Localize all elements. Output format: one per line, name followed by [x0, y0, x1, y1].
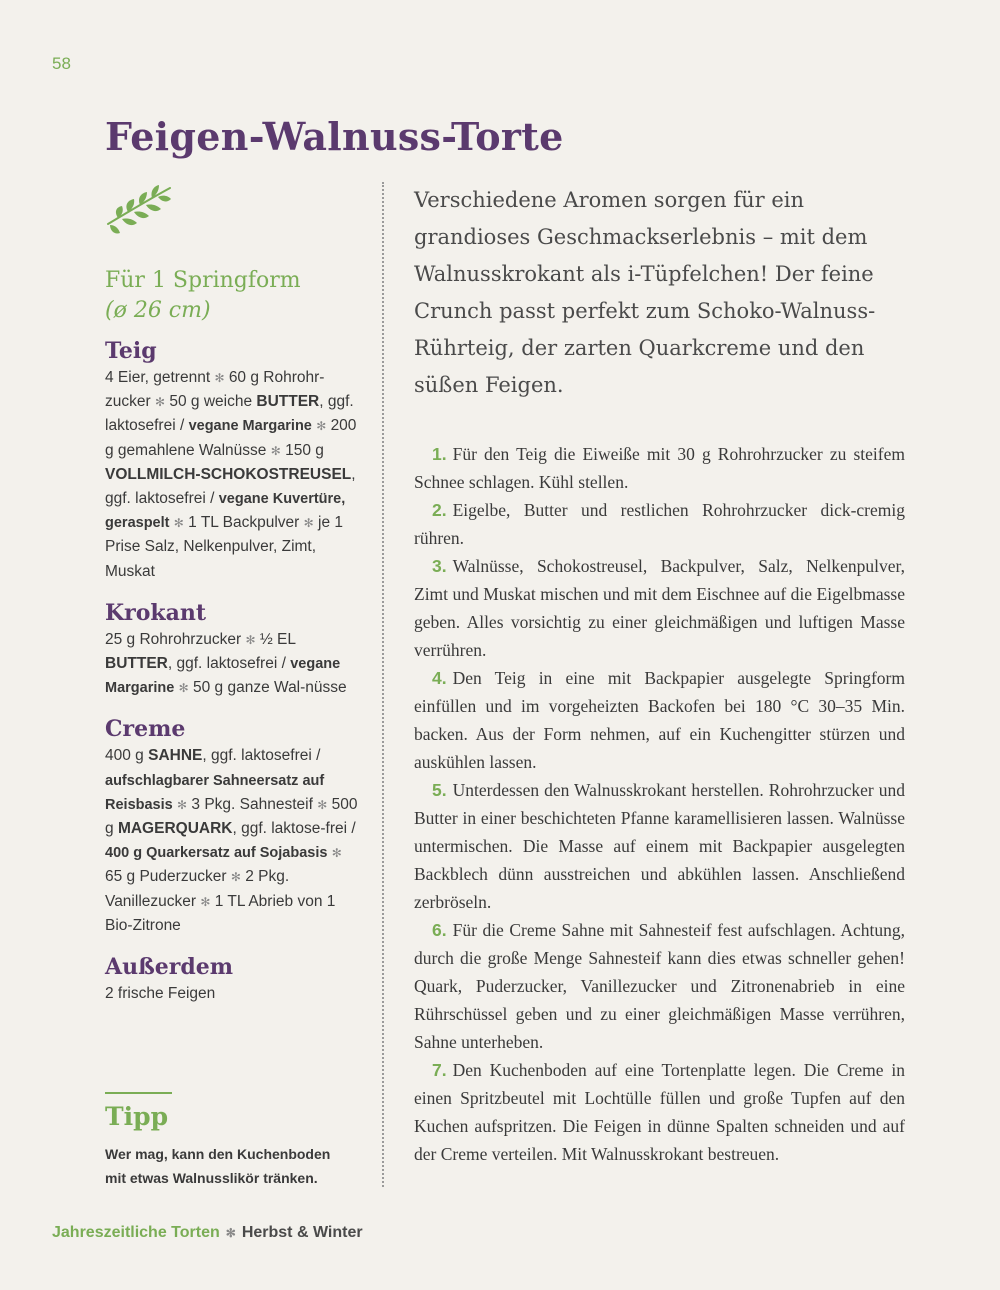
- footer-subsection: Herbst & Winter: [241, 1224, 363, 1241]
- yield-size: (ø 26 cm): [105, 298, 211, 323]
- heading-teig: Teig: [105, 338, 157, 364]
- step-number: 1.: [432, 444, 447, 464]
- tip-heading: Tipp: [105, 1102, 169, 1131]
- ingredients-ausserdem: 2 frische Feigen: [105, 985, 216, 1003]
- ingredients-teig: 4 Eier, getrennt ✻ 60 g Rohrohr-zucker ✻ 50 g weiche BUTTER, ggf. laktosefrei / vegane Margarine ✻ 200 g gemahlene Walnüsse ✻ 150 g VOLLMILCH-SCHOKOSTREUSEL, ggf. laktosefrei / vegane Kuvertüre, geraspelt ✻ 1 TL Backpulver ✻ je 1 Prise Salz, Nelkenpulver, Zimt, Muskat: [105, 369, 357, 580]
- step-number: 7.: [432, 1060, 447, 1080]
- footer-section: Jahreszeitliche Torten: [52, 1224, 220, 1241]
- asterisk-icon: ✻: [177, 797, 188, 812]
- asterisk-icon: ✻: [316, 419, 327, 434]
- column-divider: [382, 182, 384, 1187]
- asterisk-icon: ✻: [270, 443, 281, 458]
- asterisk-icon: ✻: [230, 870, 241, 885]
- heading-krokant: Krokant: [105, 599, 207, 626]
- step-1: 1. Für den Teig die Eiweiße mit 30 g Rohrohrzucker zu steifem Schnee schlagen. Kühl stellen.: [414, 444, 905, 492]
- page-number: 58: [52, 54, 71, 73]
- asterisk-icon: ✻: [178, 681, 189, 696]
- asterisk-icon: ✻: [331, 846, 342, 861]
- recipe-title: Feigen-Walnuss-Torte: [105, 114, 564, 159]
- step-number: 3.: [432, 556, 447, 576]
- leaf-sprig-icon: [104, 180, 174, 238]
- asterisk-icon: ✻: [200, 894, 211, 909]
- instructions-list: [414, 440, 905, 1168]
- step-2: 2. Eigelbe, Butter und restlichen Rohrohrzucker dick-cremig rühren.: [414, 500, 905, 548]
- ingredients-krokant: 25 g Rohrohrzucker ✻ ½ EL BUTTER, ggf. laktosefrei / vegane Margarine ✻ 50 g ganze Wal-nüsse: [105, 630, 347, 697]
- ingredients-column: [105, 266, 360, 1006]
- yield-line: Für 1 Springform: [105, 268, 301, 293]
- asterisk-icon: ✻: [154, 395, 166, 410]
- step-3: 3. Walnüsse, Schokostreusel, Backpulver, Salz, Nelkenpulver, Zimt und Muskat mischen und mit dem Eischnee auf die Eigelbmasse geben. Alles vorsichtig zu einer gleichmäßigen und luftigen Masse verrühren.: [414, 556, 905, 660]
- step-4: 4. Den Teig in eine mit Backpapier ausgelegte Springform einfüllen und im vorgeheizten Backofen bei 180 °C 30–35 Min. backen. Aus der Form nehmen, auf ein Kuchengitter stürzen und auskühlen lassen.: [414, 668, 905, 772]
- step-number: 6.: [432, 920, 447, 940]
- ingredients-creme: 400 g SAHNE, ggf. laktosefrei / aufschlagbarer Sahneersatz auf Reisbasis ✻ 3 Pkg. Sahnesteif ✻ 500 g MAGERQUARK, ggf. laktose-frei / 400 g Quarkersatz auf Sojabasis ✻ 65 g Puderzucker ✻ 2 Pkg. Vanillezucker ✻ 1 TL Abrieb von 1 Bio-Zitrone: [105, 747, 358, 934]
- asterisk-icon: ✻: [214, 371, 225, 385]
- tip-rule: [105, 1092, 172, 1094]
- step-number: 2.: [432, 500, 447, 520]
- step-5: 5. Unterdessen den Walnusskrokant herstellen. Rohrohrzucker und Butter in einer beschichteten Pfanne karamellisieren lassen. Walnüsse untermischen. Die Masse auf einem mit Backpapier ausgelegten Backblech dünn ausstreichen und abkühlen lassen. Anschließend zerbröseln.: [414, 780, 905, 912]
- intro-text: Verschiedene Aromen sorgen für ein grandioses Geschmackserlebnis – mit dem Walnusskrokant als i-Tüpfelchen! Der feine Crunch passt perfekt zum Schoko-Walnuss-Rührteig, der zarten Quarkcreme und den süßen Feigen.: [414, 188, 876, 397]
- tip-text: Wer mag, kann den Kuchenboden mit etwas Walnusslikör tränken.: [105, 1146, 331, 1186]
- asterisk-icon: ✻: [303, 516, 314, 531]
- asterisk-icon: ✻: [317, 797, 328, 812]
- asterisk-icon: ✻: [225, 1226, 236, 1240]
- heading-creme: Creme: [105, 716, 186, 743]
- asterisk-icon: ✻: [173, 516, 184, 531]
- step-6: 6. Für die Creme Sahne mit Sahnesteif fest aufschlagen. Achtung, durch die große Menge Sahnesteif kann dies etwas schneller gehen! Quark, Puderzucker, Vanillezucker und Zitronenabrieb in eine Rührschüssel geben und zu einer gleichmäßigen Masse verrühren, Sahne unterheben.: [414, 920, 905, 1052]
- step-number: 4.: [432, 668, 447, 688]
- step-number: 5.: [432, 780, 447, 800]
- heading-ausserdem: Außerdem: [105, 954, 234, 981]
- footer-running-head: [52, 1224, 363, 1242]
- step-7: 7. Den Kuchenboden auf eine Tortenplatte legen. Die Creme in einen Spritzbeutel mit Lochtülle füllen und große Tupfen auf den Kuchen aufspritzen. Die Feigen in dünne Spalten schneiden und auf der Creme verteilen. Mit Walnusskrokant bestreuen.: [414, 1060, 905, 1164]
- asterisk-icon: ✻: [245, 632, 256, 647]
